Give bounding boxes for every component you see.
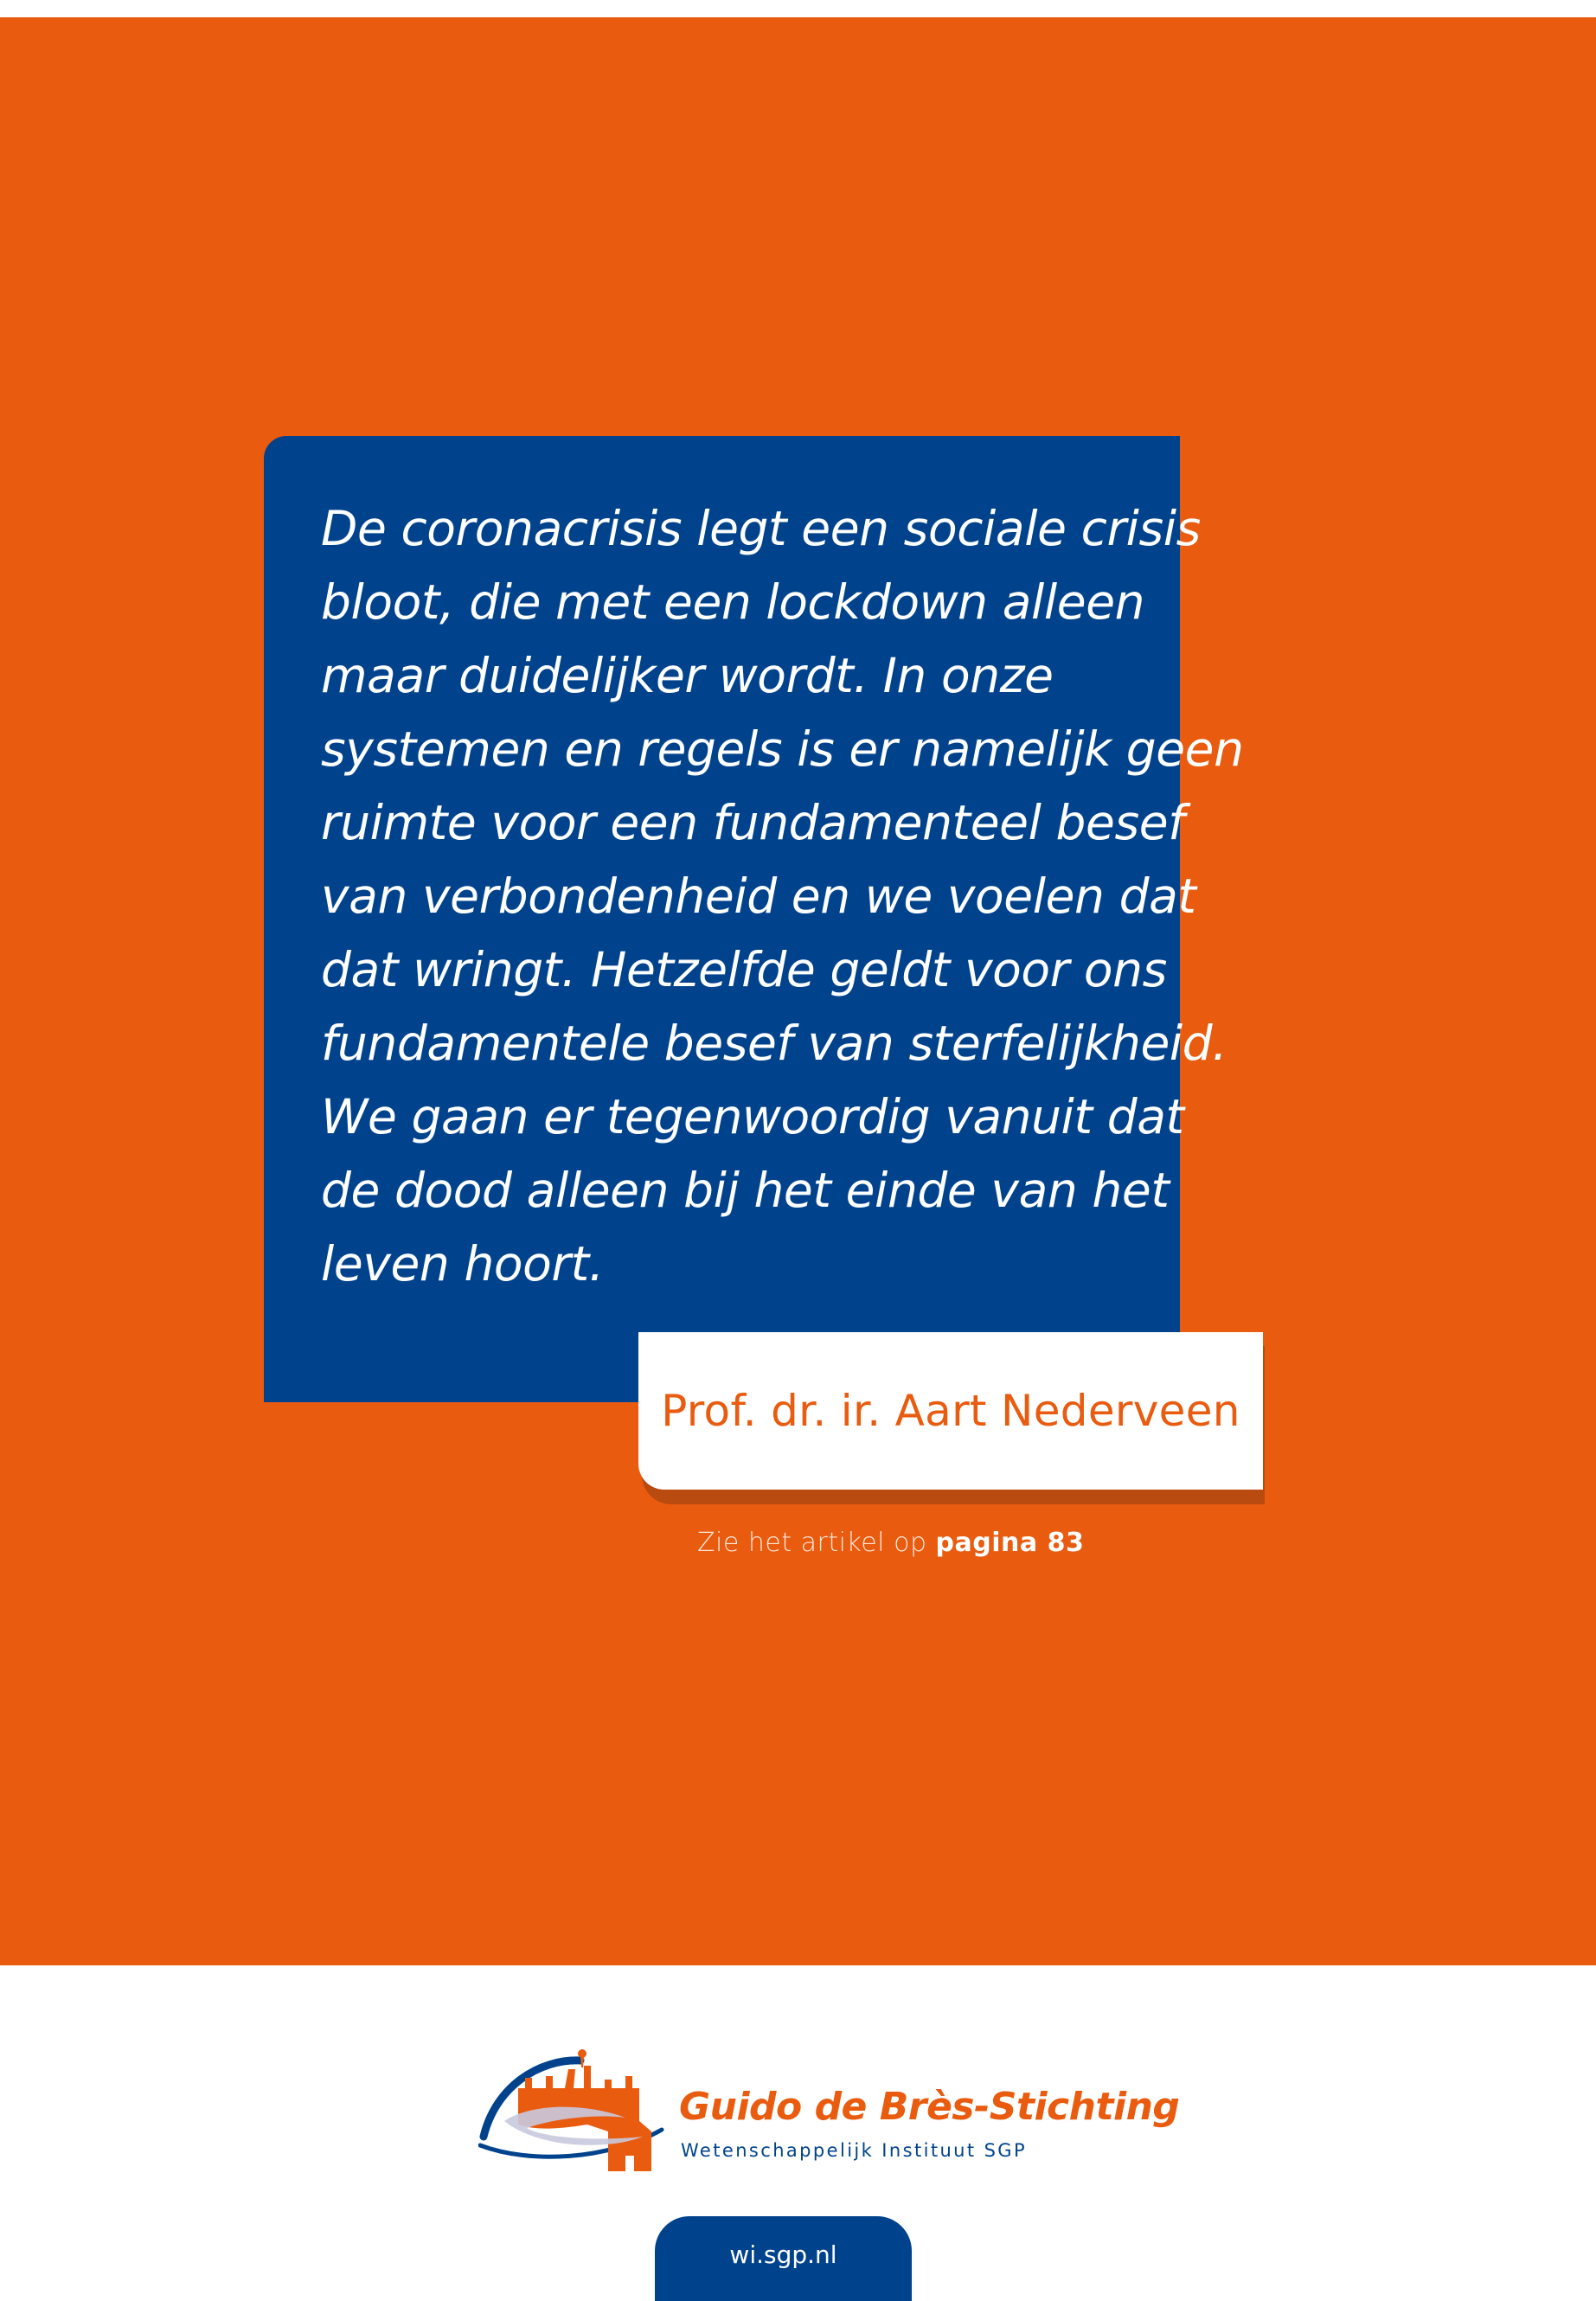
website-url[interactable]: wi.sgp.nl [729, 2240, 837, 2269]
quote-line: leven hoort. [321, 1236, 604, 1292]
quote-line: De coronacrisis legt een sociale crisis [321, 501, 1201, 556]
quote-line: van verbondenheid en we voelen dat [321, 868, 1196, 924]
quote-line: de dood alleen bij het einde van het [321, 1163, 1170, 1218]
quote-box [264, 436, 1244, 1402]
quote-line: ruimte voor een fundamenteel besef [321, 795, 1185, 850]
quote-line: fundamentele besef van sterfelijkheid. [321, 1016, 1227, 1071]
castle-tower-logo-icon [478, 2035, 677, 2173]
author-card [638, 1332, 1263, 1490]
author-name: Prof. dr. ir. Aart Nederveen [661, 1386, 1240, 1436]
article-reference [697, 1528, 1084, 1558]
organization-subtitle: Wetenschappelijk Instituut SGP [681, 2140, 1028, 2161]
reference-prefix: Zie het artikel op [697, 1528, 927, 1558]
website-link[interactable] [655, 2216, 912, 2301]
quote-text [321, 492, 1244, 1301]
reference-page: pagina 83 [935, 1528, 1085, 1558]
quote-line: maar duidelijker wordt. In onze [321, 648, 1054, 703]
quote-line: bloot, die met een lockdown alleen [321, 574, 1145, 630]
organization-name: Guido de Brès-Stichting [679, 2085, 1180, 2129]
quote-line: systemen en regels is er namelijk geen [321, 721, 1244, 777]
quote-line: We gaan er tegenwoordig vanuit dat [321, 1089, 1184, 1144]
quote-line: dat wringt. Hetzelfde geldt voor ons [321, 942, 1167, 997]
